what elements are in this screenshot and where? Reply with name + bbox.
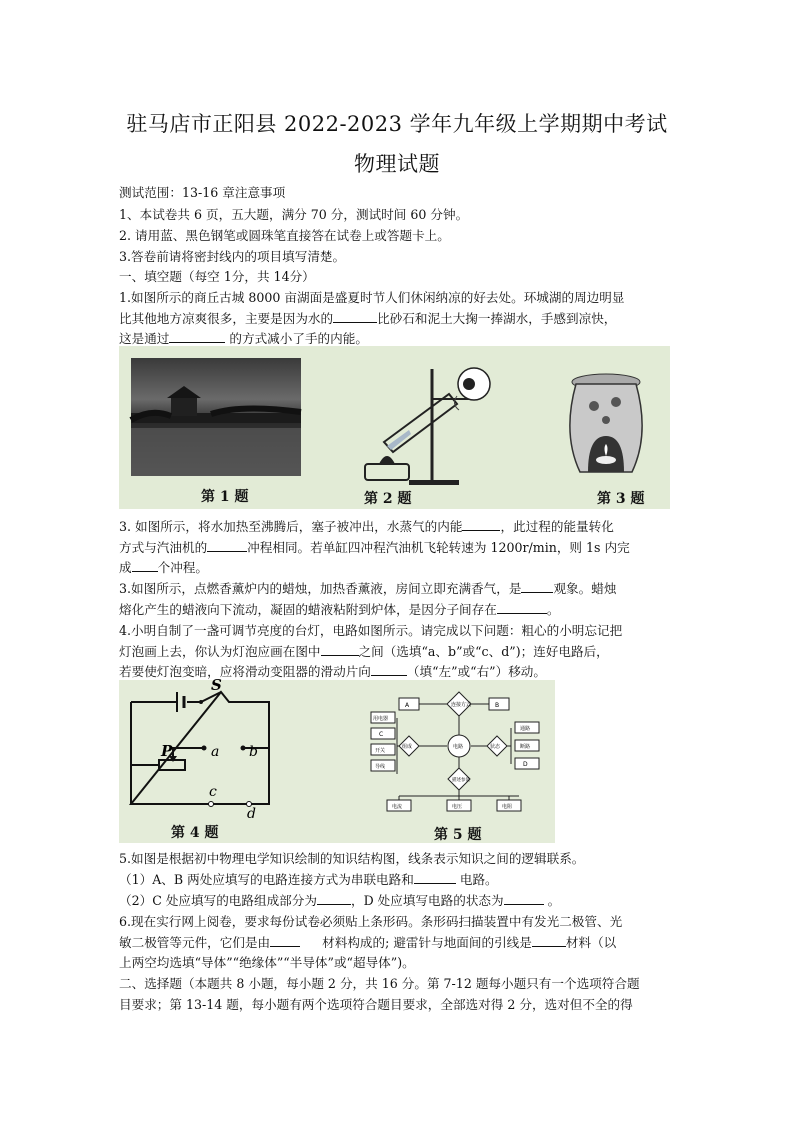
q4-line2 [119,641,609,660]
section1-heading: 一、填空题（每空 1分，共 14分） [119,269,315,284]
q3b-text: 。 [546,602,560,617]
q3a-text: 3. 如图所示，将水加热至沸腾后，塞子被冲出，水蒸气的内能 [119,519,463,534]
figure-row-2 [119,676,555,843]
q4-text: （填“左”或“右”）移动。 [406,664,546,679]
q4-text: 灯泡画上去，你认为灯泡应画在图中 [119,644,321,659]
map-compose-label: 组成 [402,744,413,750]
caption-q5: 第 5 题 [434,827,482,843]
terminal-d-label: d [247,806,256,822]
map-current-label: 电流 [392,804,403,810]
terminal-c-label: c [209,784,217,800]
q5-line3 [119,890,560,909]
q1-line3 [119,328,368,347]
answer-blank[interactable] [371,663,407,676]
q5-text: （1）A、B 两处应填写的电路连接方式为串联电路和 [119,872,414,887]
answer-blank[interactable] [504,892,544,905]
map-open-label: 断路 [520,744,531,750]
q6-line1: 6.现在实行网上阅卷，要求每份试卷必须贴上条形码。条形码扫描装置中有发光二极管、光 [119,914,623,929]
q4-line3 [119,661,546,680]
q1-text: 的方式减小了手的内能。 [225,331,368,346]
map-join-label: 连接方式 [451,702,472,708]
answer-blank[interactable] [333,310,377,323]
answer-blank[interactable] [414,871,456,884]
note-2: 2. 请用蓝、黑色钢笔或圆珠笔直接答在试卷上或答题卡上。 [119,228,450,243]
answer-blank[interactable] [132,559,158,572]
test-scope: 测试范围：13-16 章注意事项 [119,185,286,200]
q3b-text: 熔化产生的蜡液向下流动，凝固的蜡液粘附到炉体，是因分子间存在 [119,602,497,617]
answer-blank[interactable] [497,601,547,614]
q5-line2 [119,869,498,888]
section2-line2: 目要求；第 13-14 题，每小题有两个选项符合题目要求，全部选对得 2 分，选对但不全的得 [119,997,633,1012]
q6-text: 敏二极管等元件，它们是由 [119,935,271,950]
q3a-text: 冲程相同。若单缸四冲程汽油机飞轮转速为 1200r/min，则 1s 内完 [247,540,630,555]
q6-line3: 上两空均选填“导体”“绝缘体”“半导体”或“超导体”)。 [119,955,415,970]
q4-text: 之间（选填“a、b”或“c、d”)；连好电路后， [358,644,609,659]
answer-blank[interactable] [321,643,359,656]
answer-blank[interactable] [521,580,553,593]
q3a-text: 个冲程。 [157,560,208,575]
map-user-label: 用电器 [373,716,389,722]
q3b-text: 观象。蜡烛 [553,581,617,596]
slider-label: P [161,742,173,760]
q3b-line1 [119,578,616,597]
q3b-text: 3.如图所示，点燃香薰炉内的蜡烛，加热香薰液，房间立即充满香气，是 [119,581,522,596]
caption-q2: 第 2 题 [364,491,412,507]
q5-text: （2）C 处应填写的电路组成部分为 [119,893,317,908]
q1-line1: 1.如图所示的商丘古城 8000 亩湖面是盛夏时节人们休闲纳凉的好去处。环城湖的周边明显 [119,290,625,305]
map-d-label: D [523,761,528,768]
q4-text: 若要使灯泡变暗，应将滑动变阻器的滑动片向 [119,664,371,679]
figure-row-1 [119,346,670,509]
q6-line2 [119,932,616,951]
aroma-burner-icon [566,364,646,484]
q5-text: ，D 处应填写电路的状态为 [350,893,504,908]
test-tube-apparatus-icon [339,354,499,494]
switch-label: S [211,676,222,694]
map-state-label: 状态 [490,744,501,750]
q1-line2 [119,308,616,327]
q5-line1: 5.如图是根据初中物理电学知识绘制的知识结构图，线条表示知识之间的逻辑联系。 [119,851,585,866]
knowledge-map-diagram [369,690,549,815]
answer-blank[interactable] [532,934,566,947]
q3a-text: 方式与汽油机的 [119,540,208,555]
q1-text: 比砂石和泥土大掬一捧湖水，手感到凉快， [377,311,617,326]
q1-text: 比其他地方凉爽很多，主要是因为水的 [119,311,334,326]
q4-line1: 4.小明自制了一盏可调节亮度的台灯，电路如图所示。请完成以下问题：粗心的小明忘记把 [119,623,623,638]
note-3: 3.答卷前请将密封线内的项目填写清楚。 [119,249,346,264]
map-voltage-label: 电压 [452,804,463,810]
q3a-text: 成 [119,560,132,575]
q6-text: 材料构成的; 避雷针与地面间的引线是 [322,935,532,950]
q3b-line2 [119,599,559,618]
q3a-line2 [119,537,630,556]
answer-blank[interactable] [317,892,351,905]
q5-text: 电路。 [455,872,498,887]
terminal-a-label: a [211,744,220,760]
answer-blank[interactable] [270,934,300,947]
page-title: 驻马店市正阳县 2022-2023 学年九年级上学期期中考试 [126,112,668,136]
answer-blank[interactable] [207,539,247,552]
map-resistance-label: 电阻 [502,804,513,810]
caption-q3: 第 3 题 [597,491,645,507]
map-wire-label: 导线 [375,764,386,770]
caption-q4: 第 4 题 [171,825,219,841]
q1-text: 这是通过 [119,331,170,346]
q5-text: 。 [543,893,561,908]
answer-blank[interactable] [169,330,225,343]
lake-scene-icon [131,358,301,476]
map-switch-label: 开关 [375,748,386,754]
circuit-diagram-icon [129,676,299,824]
q3a-line1 [119,516,614,535]
q6-text: 材料（以 [565,935,617,950]
map-closed-label: 通路 [520,726,531,732]
map-b-label: B [495,702,500,709]
map-c-label: C [379,731,384,738]
map-center-label: 电路 [453,744,464,750]
lake-photo [131,358,301,476]
note-1: 1、本试卷共 6 页，五大题，满分 70 分，测试时间 60 分钟。 [119,207,469,222]
answer-blank[interactable] [462,518,500,531]
q3a-line3 [119,557,208,576]
map-measure-label: 描述参量 [452,778,470,783]
caption-q1: 第 1 题 [201,489,249,505]
map-a-label: A [405,702,410,709]
q3a-text: ，此过程的能量转化 [500,519,614,534]
terminal-b-label: b [249,744,258,760]
page-subtitle: 物理试题 [354,152,440,176]
section2-line1: 二、选择题（本题共 8 小题，每小题 2 分，共 16 分。第 7-12 题每小题只有一个选项符合题 [119,976,640,991]
